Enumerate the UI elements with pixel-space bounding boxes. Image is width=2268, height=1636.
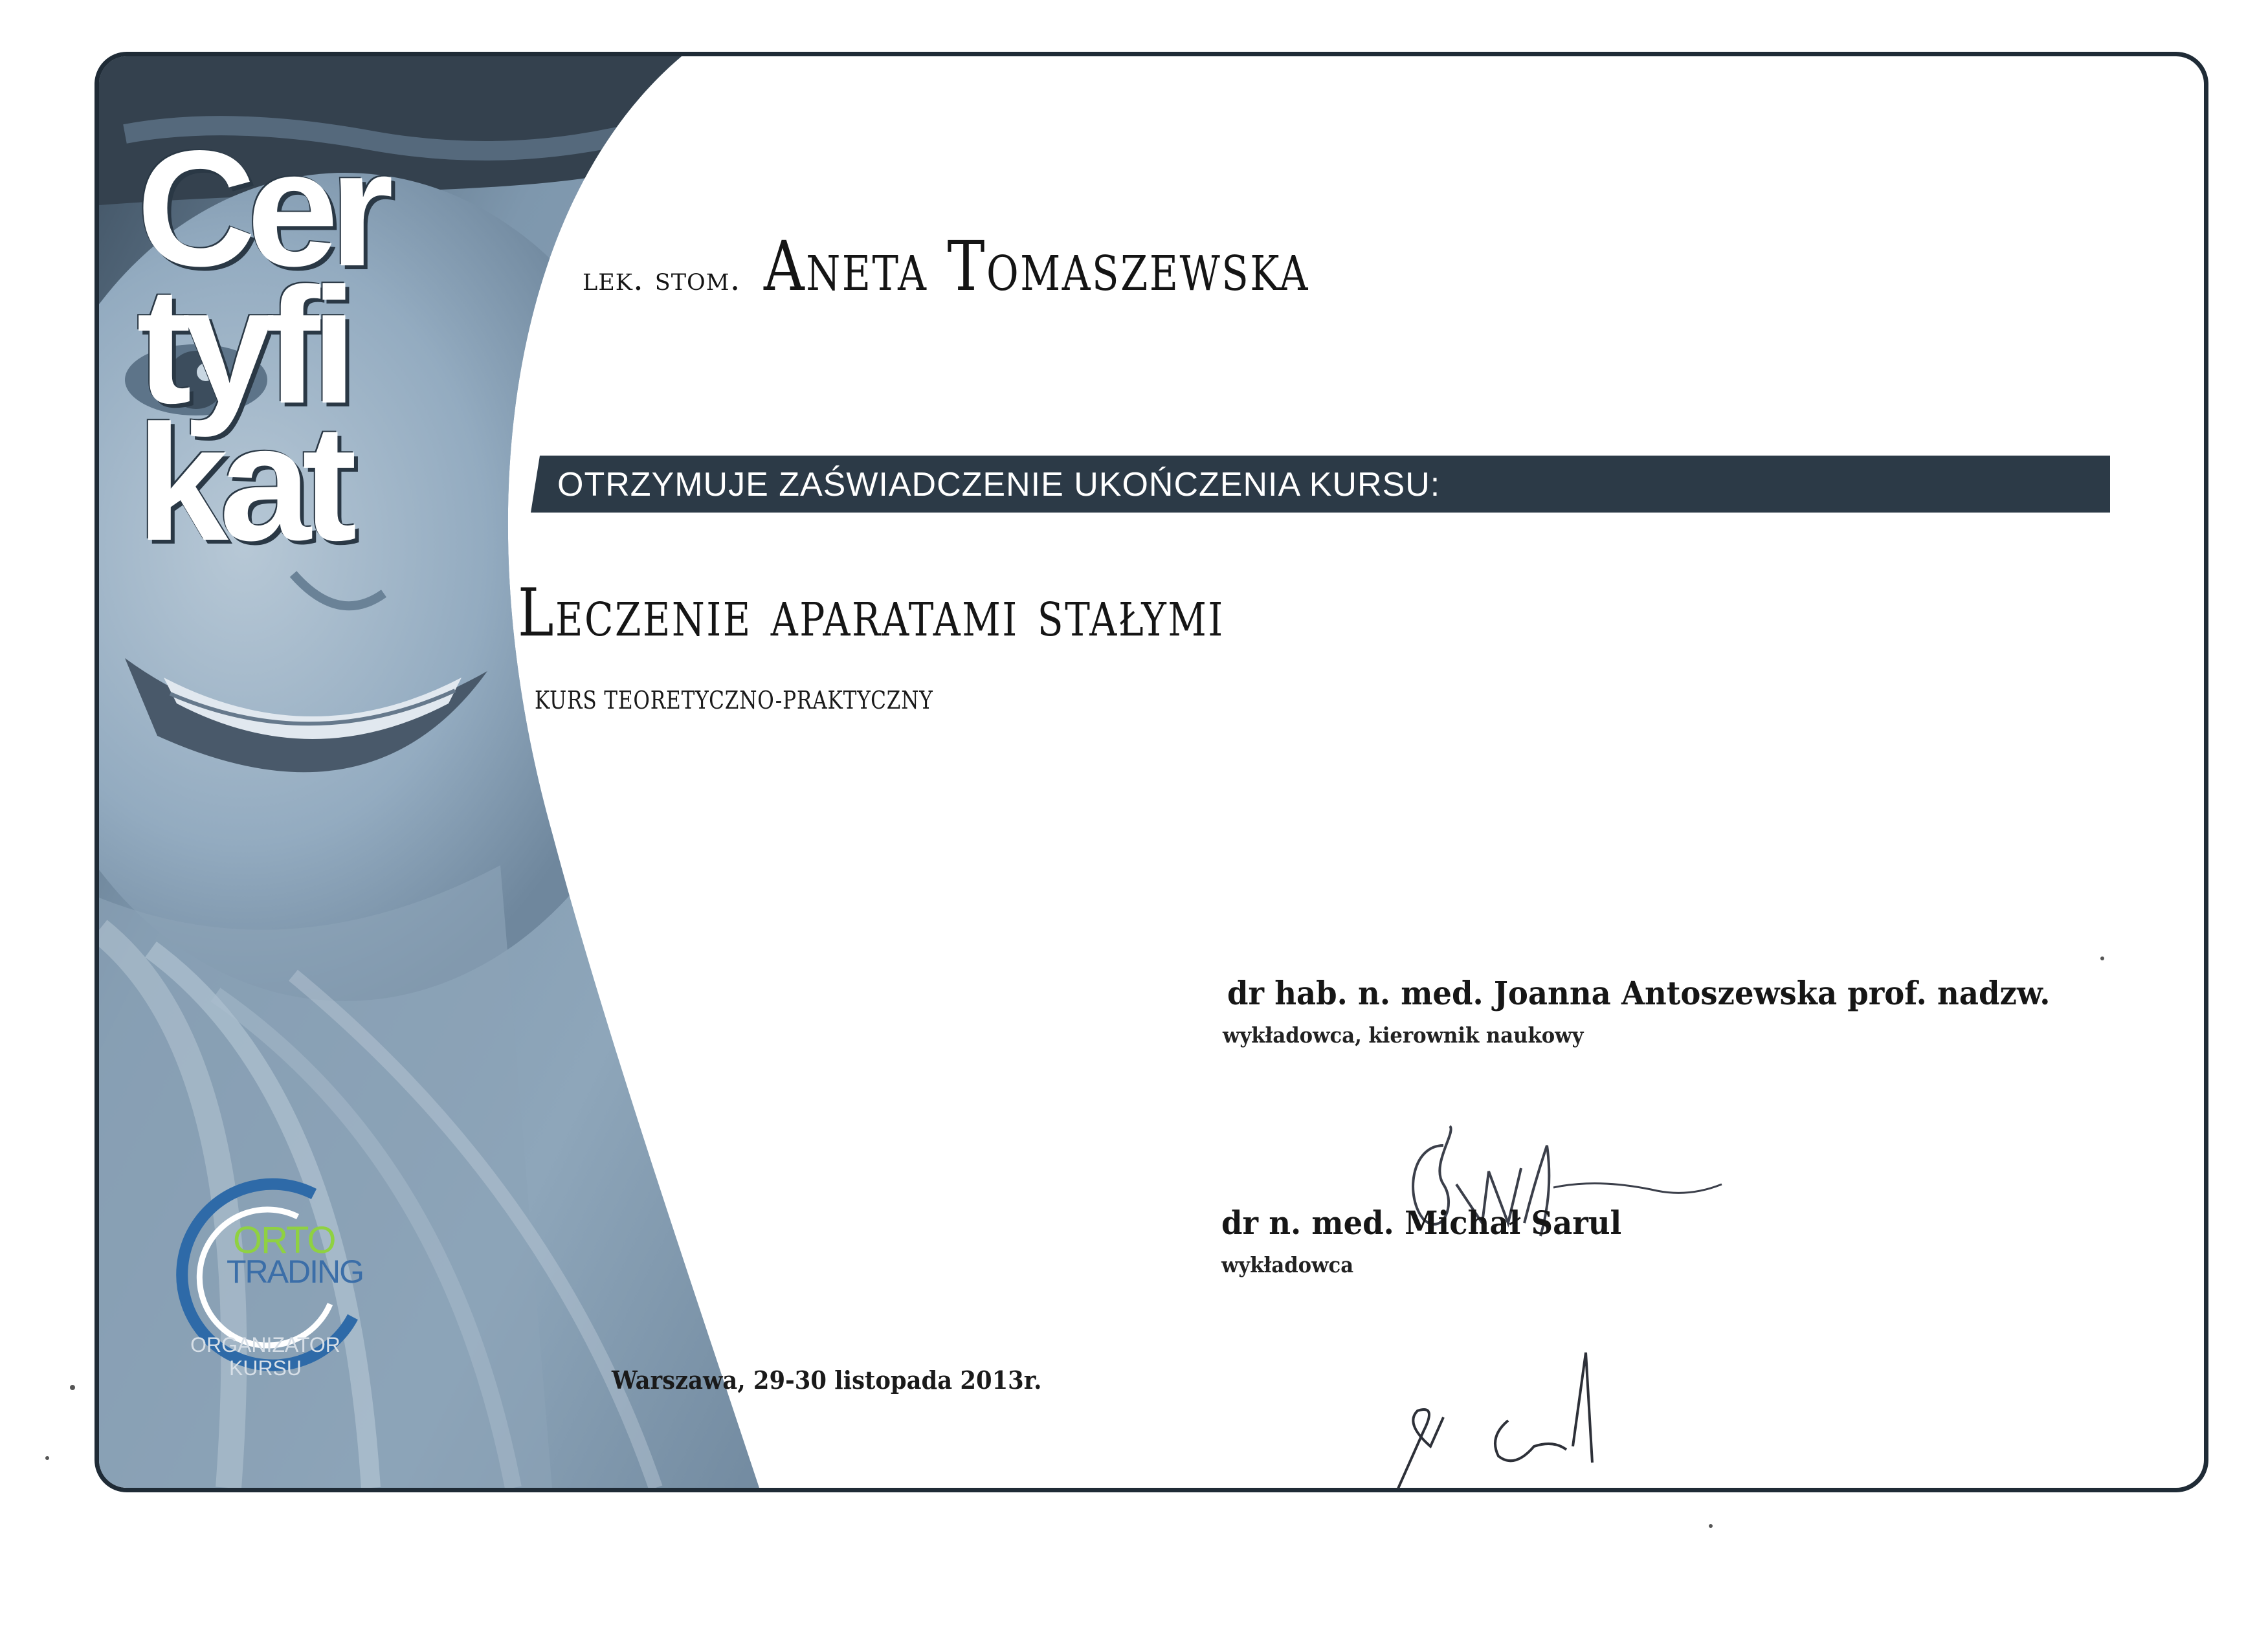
scan-speck [45, 1456, 49, 1460]
recipient [583, 227, 1429, 306]
recipient-name: Aneta Tomaszewska [764, 227, 1310, 306]
heading-line-3: kat [137, 391, 348, 575]
lecturer-2-name: dr n. med. Michał Sarul [1221, 1204, 1622, 1242]
lecturer-2-role: wykładowca [1221, 1252, 1354, 1277]
heading-line-1: Cer [137, 116, 385, 301]
organizer-label [162, 1333, 369, 1380]
certyfikat-heading [137, 116, 385, 575]
course-title: Leczenie aparatami stałymi [518, 575, 1225, 652]
handwritten-signature-icon [1379, 1333, 1651, 1495]
lecturer-1-name: dr hab. n. med. Joanna Antoszewska prof. nadzw. [1227, 974, 2051, 1012]
organizer-label-line-2: KURSU [228, 1356, 302, 1380]
course-subtitle: KURS TEORETYCZNO-PRAKTYCZNY [535, 686, 933, 714]
scan-speck [1709, 1524, 1713, 1528]
scan-speck [70, 1385, 75, 1390]
logo-text-orto: ORTO [233, 1219, 335, 1261]
recipient-title: lek. stom. [583, 260, 741, 298]
lecturer-1-role: wykładowca, kierownik naukowy [1223, 1022, 1584, 1048]
logo-text-trading: TRADING [227, 1254, 363, 1290]
heading-line-2: tyfi [137, 254, 348, 438]
scan-speck [2100, 956, 2104, 960]
organizer-label-line-1: ORGANIZATOR [190, 1333, 340, 1356]
place-date: Warszawa, 29-30 listopada 2013r. [612, 1365, 1042, 1395]
banner-text: OTRZYMUJE ZAŚWIADCZENIE UKOŃCZENIA KURSU: [557, 466, 1441, 503]
